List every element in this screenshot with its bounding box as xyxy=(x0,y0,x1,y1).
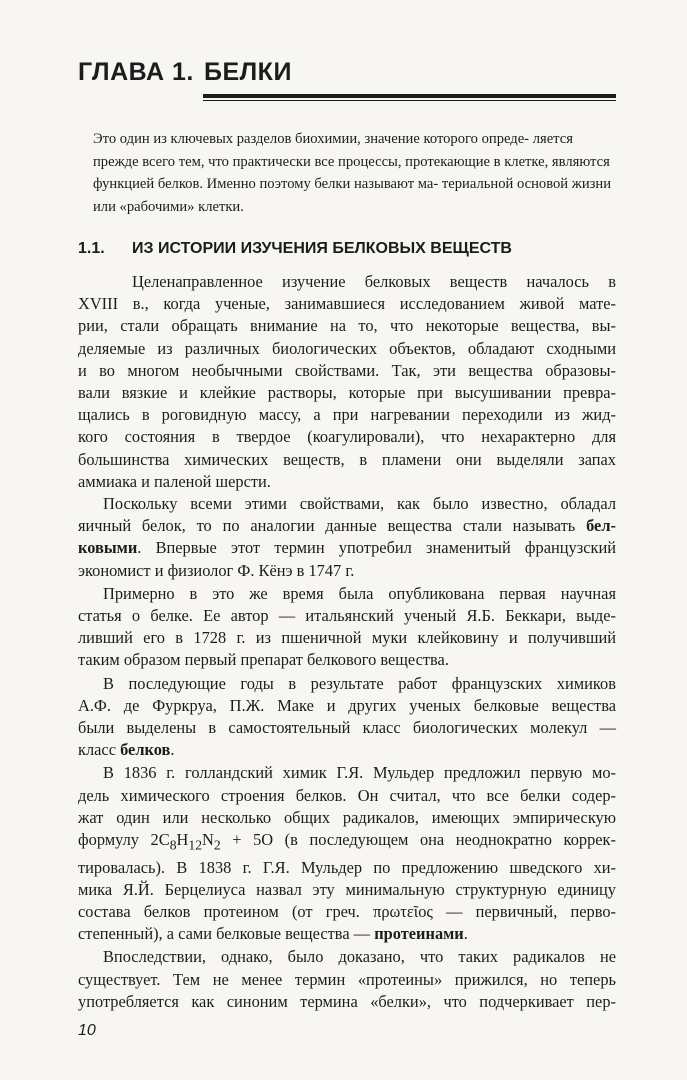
chapter-rule-thin xyxy=(203,100,616,101)
formula-n: N xyxy=(202,830,214,850)
term-belkovye-cont: ковыми xyxy=(78,538,138,558)
text-line: XVIII в., когда ученые, занимавшиеся исследованием живой мате- xyxy=(78,294,616,314)
formula-c-subscript: 8 xyxy=(169,837,177,853)
paragraph-proteins-term xyxy=(78,946,616,1013)
paragraph-egg-white xyxy=(78,493,616,560)
paragraph-mulder-end xyxy=(78,923,616,945)
text-line: класс xyxy=(78,740,121,760)
term-belkovye: бел- xyxy=(586,516,616,536)
text-line: тировалась). В 1838 г. Г.Я. Мульдер по предложению шведского хи- xyxy=(78,857,616,877)
text-line: дель химического строения белков. Он считал, что все белки содер- xyxy=(78,785,616,805)
section-number: 1.1. xyxy=(78,240,105,257)
text-line: и во многом необычными свойствами. Так, эти вещества образовы- xyxy=(78,360,616,380)
intro-line: Это один из ключевых разделов биохимии, значение которого опреде- xyxy=(93,131,530,147)
page-number: 10 xyxy=(78,1022,96,1039)
text-line: экономист и физиолог Ф. Кёнэ в 1747 г. xyxy=(78,560,355,580)
paragraph-mulder xyxy=(78,762,616,923)
text-line: Поскольку всеми этими свойствами, как было известно, обладал xyxy=(103,494,616,514)
text-line: Целенаправленное изучение белковых веществ началось в xyxy=(132,272,616,291)
text-line: жат один или несколько общих радикалов, имеющих эмпирическую xyxy=(78,807,616,827)
chapter-heading xyxy=(78,58,292,87)
formula-h-subscript: 12 xyxy=(188,837,203,853)
text-line: . xyxy=(463,924,468,944)
chapter-intro xyxy=(93,128,616,218)
chapter-title: БЕЛКИ xyxy=(204,58,292,86)
paragraph-beccari-end xyxy=(78,649,616,671)
text-line: В последующие годы в результате работ французских химиков xyxy=(103,673,616,693)
paragraph-history-start xyxy=(78,271,616,471)
text-line: Примерно в это же время была опубликована первая научная xyxy=(103,583,616,603)
text-line: таким образом первый препарат белкового вещества. xyxy=(78,650,449,670)
text-line: . xyxy=(170,740,175,760)
text-line: кого состояния в твердое (коагулировали), что нехарактерно для xyxy=(78,427,616,447)
text-line: Впоследствии, однако, было доказано, что таких радикалов не xyxy=(103,947,616,967)
term-proteinami: протеинами xyxy=(374,924,464,944)
text-line: большинства химических веществ, в пламени они выделяли запах xyxy=(78,449,616,469)
text-line: степенный), а сами белковые вещества — xyxy=(78,924,375,944)
text-line: ливший его в 1728 г. из пшеничной муки клейковину и получивший xyxy=(78,628,616,648)
text-line: вали вязкие и клейкие растворы, которые при высушивании превра- xyxy=(78,383,616,403)
text-line: . Впервые этот термин употребил знаменитый французский xyxy=(137,538,616,558)
paragraph-egg-white-end xyxy=(78,560,616,582)
paragraph-history-end xyxy=(78,471,616,493)
text-line: употребляется как синоним термина «белки», что подчеркивает пер- xyxy=(78,991,616,1011)
chapter-rule-thick xyxy=(203,94,616,98)
text-line: формулу 2C xyxy=(78,830,170,850)
text-line: В 1836 г. голландский химик Г.Я. Мульдер предложил первую мо- xyxy=(103,763,616,783)
text-line: рии, стали обращать внимание на то, что некоторые вещества, вы- xyxy=(78,316,616,336)
text-line: статья о белке. Ее автор — итальянский ученый Я.Б. Беккари, выде- xyxy=(78,606,616,626)
section-title: ИЗ ИСТОРИИ ИЗУЧЕНИЯ БЕЛКОВЫХ ВЕЩЕСТВ xyxy=(132,240,512,257)
text-line: яичный белок, то по аналогии данные вещества стали называть xyxy=(78,516,576,536)
text-line: состава белков протеином (от греч. πρωτεῖος — первичный, перво- xyxy=(78,901,616,921)
chapter-number: ГЛАВА 1. xyxy=(78,58,194,86)
formula-n-subscript: 2 xyxy=(213,837,221,853)
intro-line: териальной основой жизни или «рабочими» клетки. xyxy=(93,176,612,215)
term-belkov: белков xyxy=(120,740,171,760)
intro-line: клетке, являются функцией белков. Именно поэтому белки называют ма- xyxy=(93,153,610,192)
text-line: деляемые из различных биологических объектов, обладают сходными xyxy=(78,338,616,358)
text-line: щались в роговидную массу, а при нагревании переходили из жид- xyxy=(78,405,616,425)
intro-line: ляется прежде всего тем, что практически все процессы, протекающие в xyxy=(93,131,573,170)
section-body xyxy=(78,271,616,1013)
text-line: А.Ф. де Фуркруа, П.Ж. Маке и других ученых белковые вещества xyxy=(78,695,616,715)
section-heading xyxy=(78,240,512,258)
formula-h: H xyxy=(176,830,189,850)
text-line: существует. Тем не менее термин «протеины» прижился, но теперь xyxy=(78,969,616,989)
formula-rest: + 5O xyxy=(220,830,274,850)
paragraph-fourcroy xyxy=(78,673,616,740)
text-line: (в последующем она неоднократно коррек- xyxy=(273,830,616,850)
text-line: были выделены в самостоятельный класс биологических молекул — xyxy=(78,718,616,738)
text-line: аммиака и паленой шерсти. xyxy=(78,471,271,491)
paragraph-beccari xyxy=(78,583,616,650)
paragraph-fourcroy-end xyxy=(78,739,616,761)
text-line: мика Я.Й. Берцелиуса назвал эту минимальную структурную единицу xyxy=(78,879,616,899)
